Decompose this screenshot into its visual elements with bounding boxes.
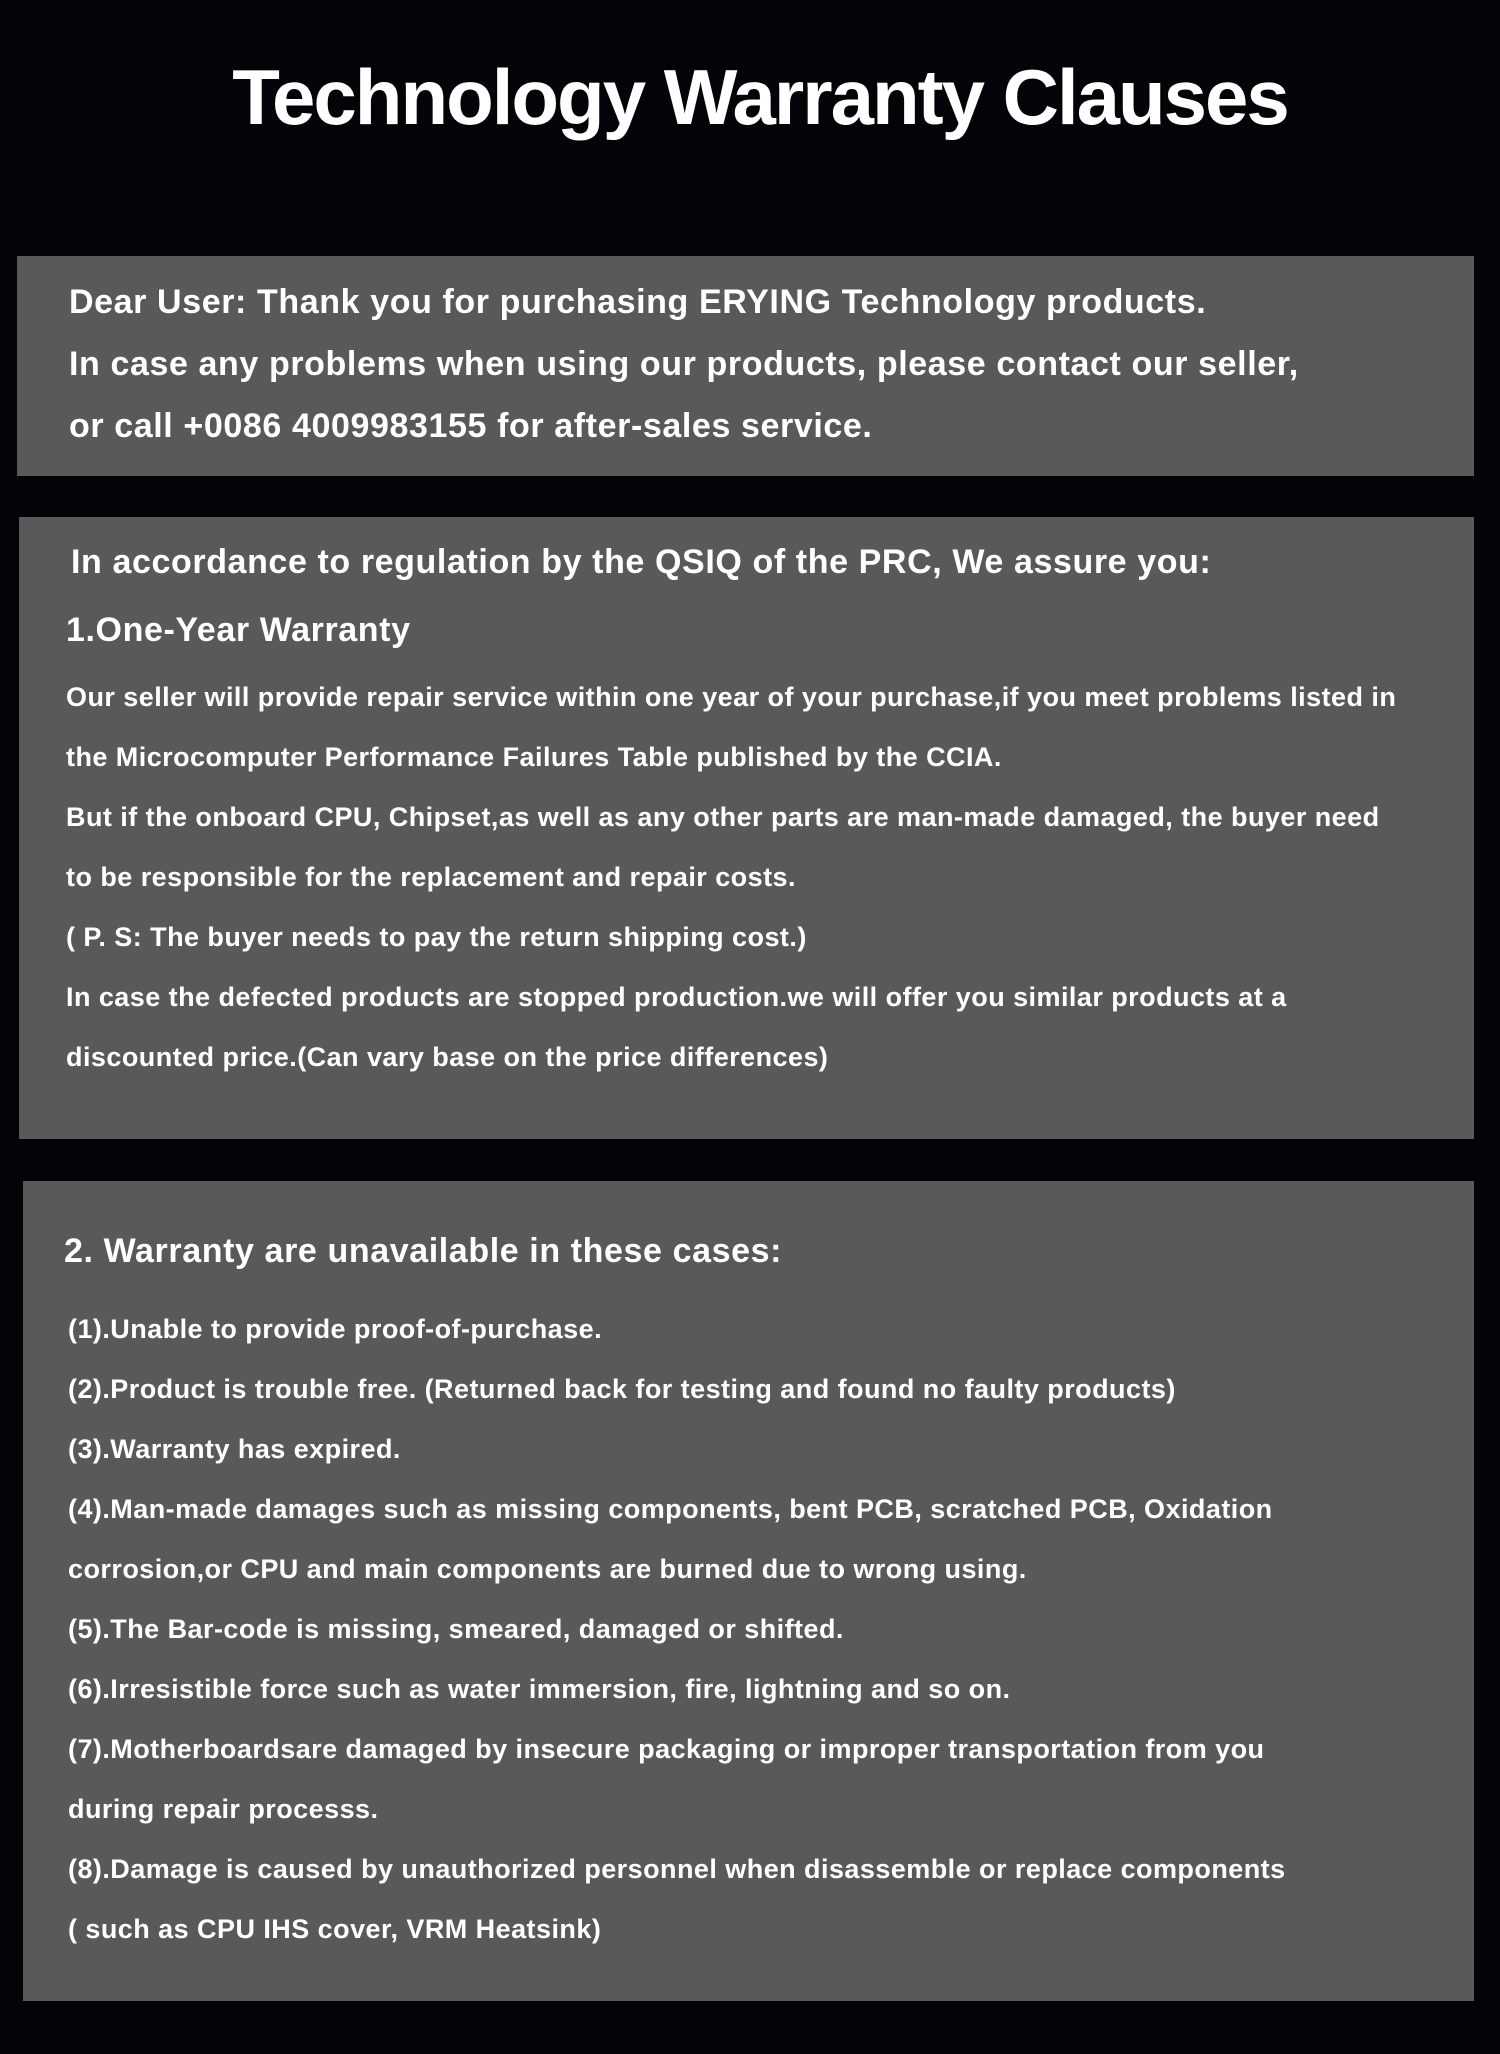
exclusion-item: (3).Warranty has expired. [68, 1434, 401, 1464]
warranty-panel [19, 517, 1474, 1139]
warranty-heading: In accordance to regulation by the QSIQ of the PRC, We assure you: [71, 543, 1212, 581]
exclusion-item: during repair processs. [68, 1794, 379, 1824]
warranty-text-line: Our seller will provide repair service within one year of your purchase,if you meet problems listed in [66, 682, 1397, 712]
exclusion-item: (4).Man-made damages such as missing components, bent PCB, scratched PCB, Oxidation [68, 1494, 1273, 1524]
warranty-text-line: to be responsible for the replacement and repair costs. [66, 862, 796, 892]
exclusion-item: (6).Irresistible force such as water immersion, fire, lightning and so on. [68, 1674, 1011, 1704]
exclusion-item: ( such as CPU IHS cover, VRM Heatsink) [68, 1914, 602, 1944]
warranty-subheading: 1.One-Year Warranty [66, 611, 411, 649]
warranty-text-line: ( P. S: The buyer needs to pay the return shipping cost.) [66, 922, 807, 952]
exclusion-item: corrosion,or CPU and main components are burned due to wrong using. [68, 1554, 1027, 1584]
warranty-text-line: discounted price.(Can vary base on the price differences) [66, 1042, 829, 1072]
exclusion-item: (7).Motherboardsare damaged by insecure packaging or improper transportation from you [68, 1734, 1265, 1764]
exclusion-item: (2).Product is trouble free. (Returned back for testing and found no faulty products) [68, 1374, 1176, 1404]
page-title: Technology Warranty Clauses [232, 53, 1288, 141]
intro-phone: or call +0086 4009983155 for after-sales service. [69, 407, 873, 445]
exclusion-item: (8).Damage is caused by unauthorized personnel when disassemble or replace components [68, 1854, 1286, 1884]
exclusion-item: (1).Unable to provide proof-of-purchase. [68, 1314, 603, 1344]
intro-panel [17, 256, 1474, 476]
exclusions-heading: 2. Warranty are unavailable in these cases: [64, 1232, 783, 1270]
warranty-text-line: In case the defected products are stopped production.we will offer you similar products at a [66, 982, 1287, 1012]
intro-greeting: Dear User: Thank you for purchasing ERYING Technology products. [69, 283, 1207, 321]
intro-contact: In case any problems when using our products, please contact our seller, [69, 345, 1299, 383]
warranty-text-line: But if the onboard CPU, Chipset,as well as any other parts are man-made damaged, the buyer need [66, 802, 1380, 832]
warranty-text-line: the Microcomputer Performance Failures Table published by the CCIA. [66, 742, 1002, 772]
exclusion-item: (5).The Bar-code is missing, smeared, damaged or shifted. [68, 1614, 844, 1644]
exclusions-panel [23, 1181, 1474, 2001]
